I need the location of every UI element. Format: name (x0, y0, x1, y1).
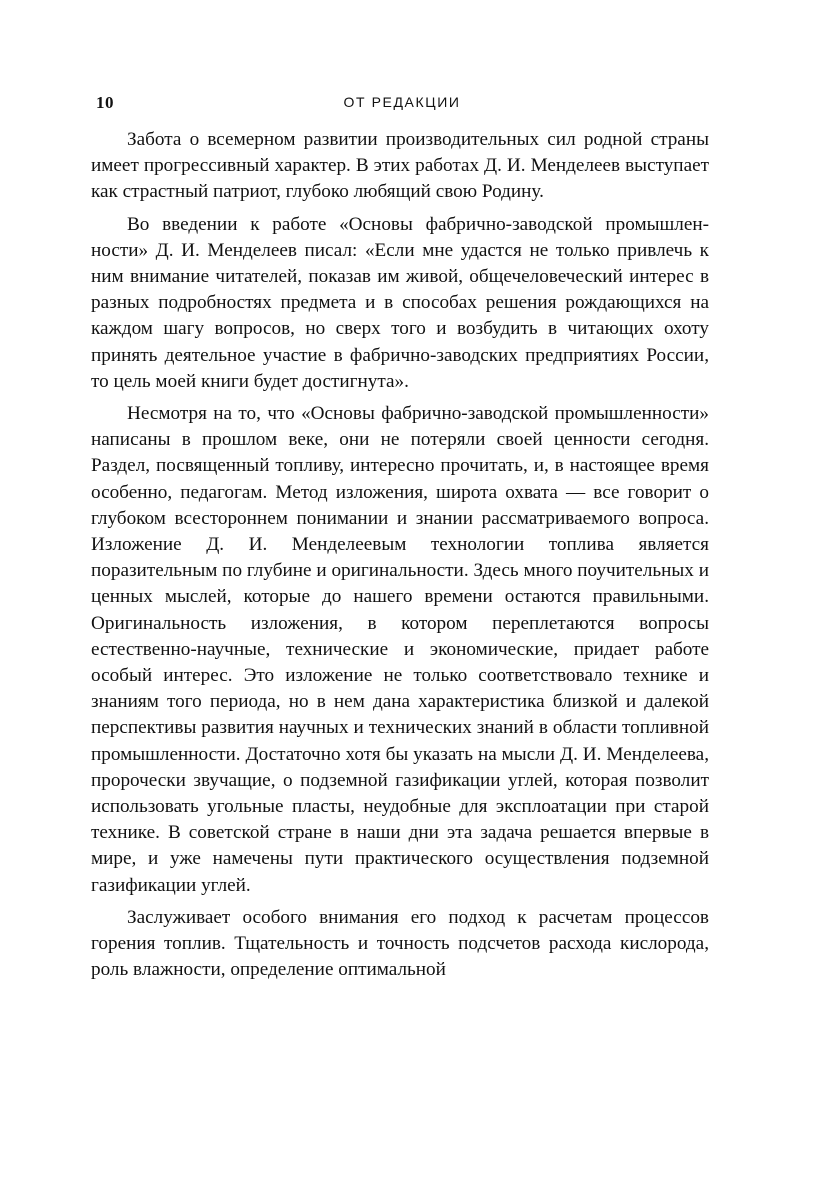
paragraph-3: Несмотря на то, что «Основы фабрично-заводской промышленности» написаны в прошлом веке, они не потеряли своей ценности сегодня. Раздел, посвященный топливу, интересно прочитать, и, в настоящее время особенно, педагогам. Метод изложения, широта охвата — все говорит о глубоком всестороннем понимании и знании рассматриваемого вопроса. Изложение Д. И. Менделеевым технологии топлива является поразительным по глубине и оригинальности. Здесь много поучительных и ценных мыслей, которые до нашего времени остаются правильными. Оригинальность изложения, в котором переплетаются вопросы естественно-научные, технические и экономические, придает работе особый интерес. Это изложение не только соответствовало технике и знаниям того периода, но в нем дана характеристика близкой и далекой перспективы развития научных и технических знаний в области топливной промышленности. Достаточно хотя бы указать на мысли Д. И. Менделеева, пророчески звучащие, о подземной газификации углей, которая позволит использовать угольные пласты, неудобные для эксплоатации при старой технике. В советской стране в наши дни эта задача решается впервые в мире, и уже намечены пути практического осуществления подземной газификации углей. (91, 403, 709, 896)
body-text (91, 127, 709, 984)
page-header (96, 93, 708, 115)
running-head: ОТ РЕДАКЦИИ (343, 94, 461, 110)
paragraph-2: Во введении к работе «Основы фабрично-заводской промышленности» Д. И. Менделеев писал: «Если мне удастся не только привлечь к ним внимание читателей, показав им живой, общечеловеческий интерес в разных подробностях предмета и в способах решения рождающихся на каждом шагу вопросов, но сверх того и возбудить в читающих охоту принять деятельное участие в фабрично-заводских предприятиях России, то цель моей книги будет достигнута». (91, 213, 709, 392)
paragraph-1: Забота о всемерном развитии производительных сил родной страны имеет прогрессивный характер. В этих работах Д. И. Менделеев выступает как страстный патриот, глубоко любящий свою Родину. (91, 129, 709, 203)
page-number: 10 (96, 93, 114, 112)
paragraph-4: Заслуживает особого внимания его подход к расчетам процессов горения топлив. Тщательность и точность подсчетов расхода кислорода, роль влажности, определение оптимальной (91, 906, 709, 981)
